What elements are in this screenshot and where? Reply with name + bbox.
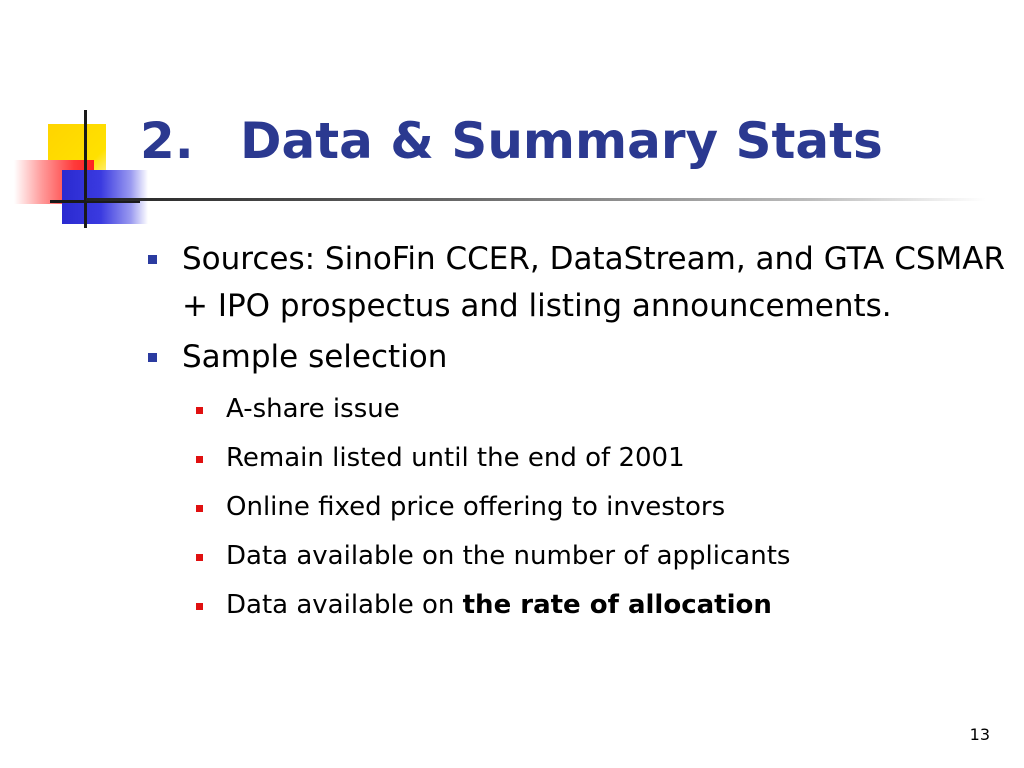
- sub-bullet-item: [194, 483, 1008, 532]
- sub-bullet-item: [194, 532, 1008, 581]
- square-bullet-icon: [196, 603, 203, 610]
- sub-bullet-text: Online fixed price offering to investors: [226, 492, 726, 522]
- title-underline: [86, 198, 986, 201]
- slide-title: [140, 112, 883, 170]
- sub-bullet-item: [194, 385, 1008, 434]
- sub-bullet-item: [194, 434, 1008, 483]
- title-number: 2.: [140, 112, 194, 170]
- square-bullet-icon: [196, 407, 203, 414]
- title-text: Data & Summary Stats: [240, 112, 883, 170]
- square-bullet-icon: [196, 505, 203, 512]
- page-number: 13: [969, 725, 990, 744]
- decorative-vertical-line: [84, 110, 87, 228]
- sub-bullet-text: Data available on: [226, 590, 463, 620]
- bullet-item-sources: [148, 236, 1008, 330]
- sub-bullet-list: [148, 385, 1008, 630]
- sub-bullet-item: [194, 581, 1008, 630]
- bullet-item-sample-selection: [148, 334, 1008, 381]
- sub-bullet-text: A-share issue: [226, 394, 400, 424]
- decorative-blue-bar: [62, 170, 148, 224]
- bullet-text: Sources: SinoFin CCER, DataStream, and GTA CSMAR + IPO prospectus and listing announcements.: [182, 241, 1006, 324]
- square-bullet-icon: [196, 554, 203, 561]
- sub-bullet-text: Remain listed until the end of 2001: [226, 443, 685, 473]
- square-bullet-icon: [196, 456, 203, 463]
- sub-bullet-bold-text: the rate of allocation: [462, 590, 772, 620]
- bullet-text: Sample selection: [182, 339, 448, 375]
- square-bullet-icon: [148, 353, 157, 362]
- sub-bullet-text: Data available on the number of applicants: [226, 541, 791, 571]
- square-bullet-icon: [148, 255, 157, 264]
- bullet-list: [148, 236, 1008, 630]
